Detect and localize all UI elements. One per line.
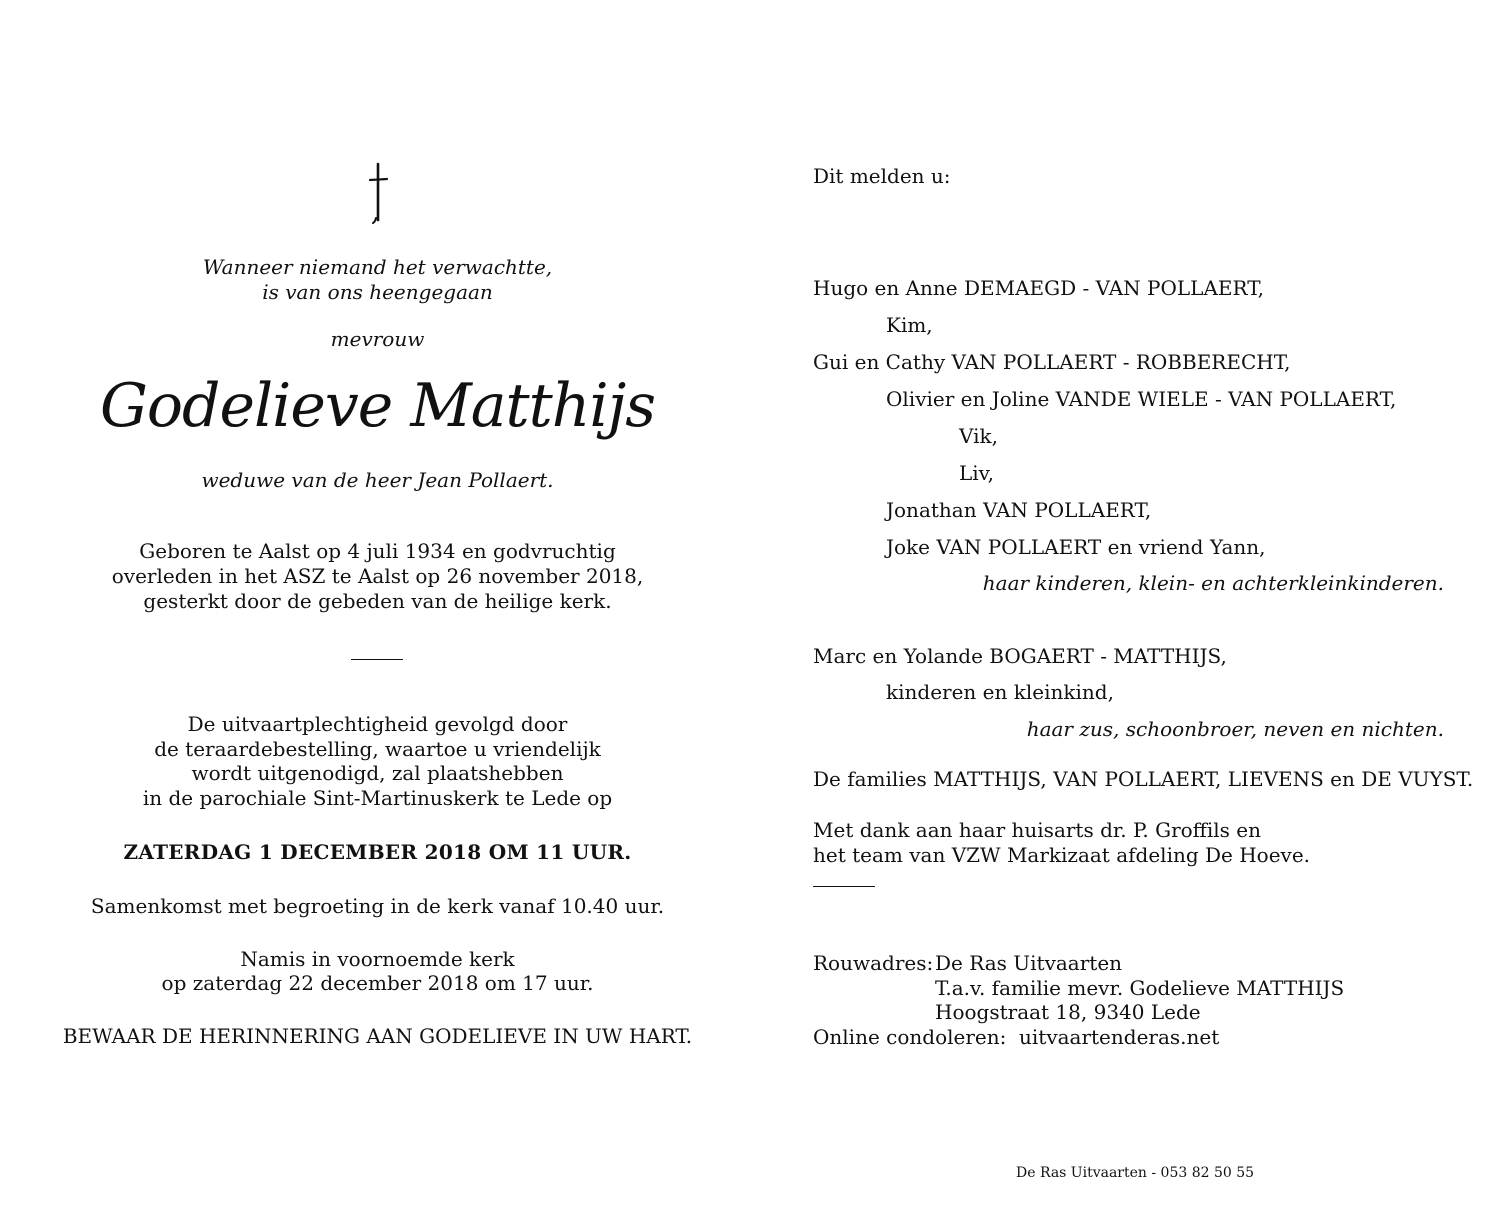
birth-line-3: gesterkt door de gebeden van de heilige kerk. — [143, 589, 612, 613]
widow-line: weduwe van de heer Jean Pollaert. — [201, 468, 554, 492]
family-line: Gui en Cathy VAN POLLAERT - ROBBERECHT, — [813, 350, 1291, 374]
birth-line-1: Geboren te Aalst op 4 juli 1934 en godvruchtig — [139, 539, 616, 563]
divider — [813, 886, 875, 887]
divider — [351, 659, 403, 660]
intro-line-1: Wanneer niemand het verwachtte, — [202, 255, 553, 279]
ceremony-line-4: in de parochiale Sint-Martinuskerk te Lede op — [142, 786, 613, 810]
family-line: Jonathan VAN POLLAERT, — [886, 498, 1152, 522]
address-label: Rouwadres: — [813, 951, 934, 975]
family-line: Vik, — [959, 424, 998, 448]
address-line-2: T.a.v. familie mevr. Godelieve MATTHIJS — [935, 976, 1345, 1000]
address-line-3: Hoogstraat 18, 9340 Lede — [935, 1000, 1201, 1024]
address-line-1: De Ras Uitvaarten — [935, 951, 1123, 975]
right-panel — [755, 0, 1509, 1214]
family-line: Joke VAN POLLAERT en vriend Yann, — [886, 535, 1266, 559]
remember-line: BEWAAR DE HERINNERING AAN GODELIEVE IN UW HART. — [62, 1024, 693, 1048]
family-line: Liv, — [959, 461, 994, 485]
family-line: Hugo en Anne DEMAEGD - VAN POLLAERT, — [813, 276, 1264, 300]
ceremony-date: ZATERDAG 1 DECEMBER 2018 OM 11 UUR. — [123, 840, 632, 864]
family-line: Olivier en Joline VANDE WIELE - VAN POLLAERT, — [886, 387, 1397, 411]
mass-line-1: Namis in voornoemde kerk — [240, 947, 515, 971]
ceremony-line-2: de teraardebestelling, waartoe u vriendelijk — [154, 737, 601, 761]
online-value: uitvaartenderas.net — [1019, 1025, 1220, 1049]
mass-line-2: op zaterdag 22 december 2018 om 17 uur. — [161, 971, 594, 995]
title-word: mevrouw — [330, 327, 425, 351]
announce-heading: Dit melden u: — [813, 164, 951, 188]
sister-caption: haar zus, schoonbroer, neven en nichten. — [1026, 717, 1444, 741]
sister-line: kinderen en kleinkind, — [886, 680, 1114, 704]
thanks-line-1: Met dank aan haar huisarts dr. P. Groffils en — [813, 818, 1262, 842]
families-line: De families MATTHIJS, VAN POLLAERT, LIEVENS en DE VUYST. — [813, 767, 1474, 791]
online-label: Online condoleren: — [813, 1025, 1007, 1049]
deceased-name: Godelieve Matthijs — [100, 371, 655, 441]
intro-line-2: is van ons heengegaan — [262, 280, 493, 304]
children-caption: haar kinderen, klein- en achterkleinkinderen. — [982, 571, 1444, 595]
footer-credit: De Ras Uitvaarten - 053 82 50 55 — [1016, 1165, 1255, 1181]
birth-line-2: overleden in het ASZ te Aalst op 26 november 2018, — [111, 564, 644, 588]
cross-icon — [362, 162, 394, 224]
gathering-line: Samenkomst met begroeting in de kerk vanaf 10.40 uur. — [90, 894, 665, 918]
family-line: Kim, — [886, 313, 933, 337]
thanks-line-2: het team van VZW Markizaat afdeling De Hoeve. — [813, 843, 1311, 867]
sister-line: Marc en Yolande BOGAERT - MATTHIJS, — [813, 644, 1227, 668]
ceremony-line-1: De uitvaartplechtigheid gevolgd door — [187, 712, 568, 736]
ceremony-line-3: wordt uitgenodigd, zal plaatshebben — [191, 761, 564, 785]
